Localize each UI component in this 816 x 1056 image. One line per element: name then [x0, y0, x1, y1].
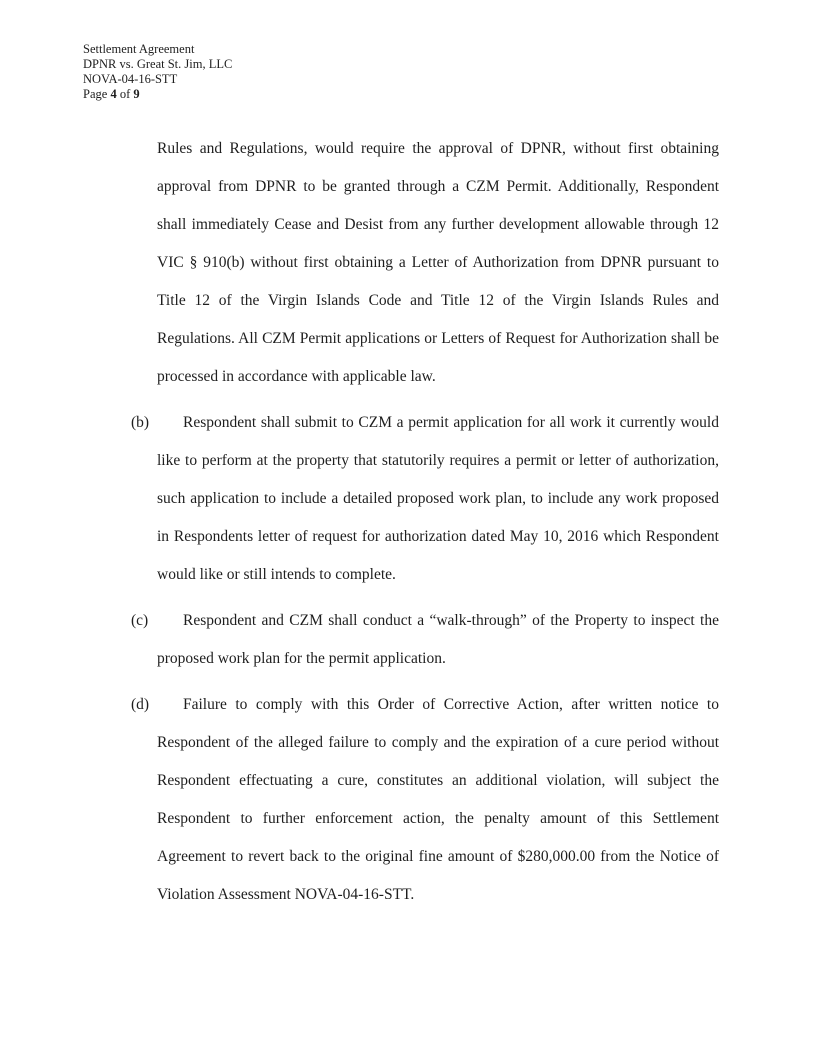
header-case-parties: DPNR vs. Great St. Jim, LLC: [83, 57, 233, 71]
page-number: [83, 87, 232, 102]
item-text: Respondent and CZM shall conduct a “walk-through” of the Property to inspect the proposed work plan for the permit application.: [157, 612, 719, 667]
header-case-number: NOVA-04-16-STT: [83, 72, 178, 86]
item-text: Failure to comply with this Order of Corrective Action, after written notice to Respondent of the alleged failure to comply and the expiration of a cure period without Respondent effectuating a cure, constitutes an additional violation, will subject the Respondent to further enforcement action, the penalty amount of this Settlement Agreement to revert back to the original fine amount of $280,000.00 from the Notice of Violation Assessment NOVA-04-16-STT.: [157, 696, 719, 903]
page-of: of: [116, 87, 134, 101]
continuation-paragraph: Rules and Regulations, would require the approval of DPNR, without first obtaining approval from DPNR to be granted through a CZM Permit. Additionally, Respondent shall immediately Cease and Desist from any further development allowable through 12 VIC § 910(b) without first obtaining a Letter of Authorization from DPNR pursuant to Title 12 of the Virgin Islands Code and Title 12 of the Virgin Islands Rules and Regulations. All CZM Permit applications or Letters of Request for Authorization shall be processed in accordance with applicable law.: [157, 140, 719, 385]
list-item-c: [131, 602, 719, 678]
page-total: 9: [133, 87, 140, 101]
list-item-d: [131, 686, 719, 914]
item-marker: (b): [131, 414, 150, 431]
document-header: [83, 42, 232, 102]
item-marker: (d): [131, 696, 150, 713]
item-marker: (c): [131, 612, 149, 629]
page-prefix: Page: [83, 87, 111, 101]
page-current: 4: [110, 87, 117, 101]
item-text: Respondent shall submit to CZM a permit application for all work it currently would like to perform at the property that statutorily requires a permit or letter of authorization, such application to include a detailed proposed work plan, to include any work proposed in Respondents letter of request for authorization dated May 10, 2016 which Respondent would like or still intends to complete.: [157, 414, 719, 583]
list-item-b: [131, 404, 719, 594]
header-title: Settlement Agreement: [83, 42, 195, 56]
